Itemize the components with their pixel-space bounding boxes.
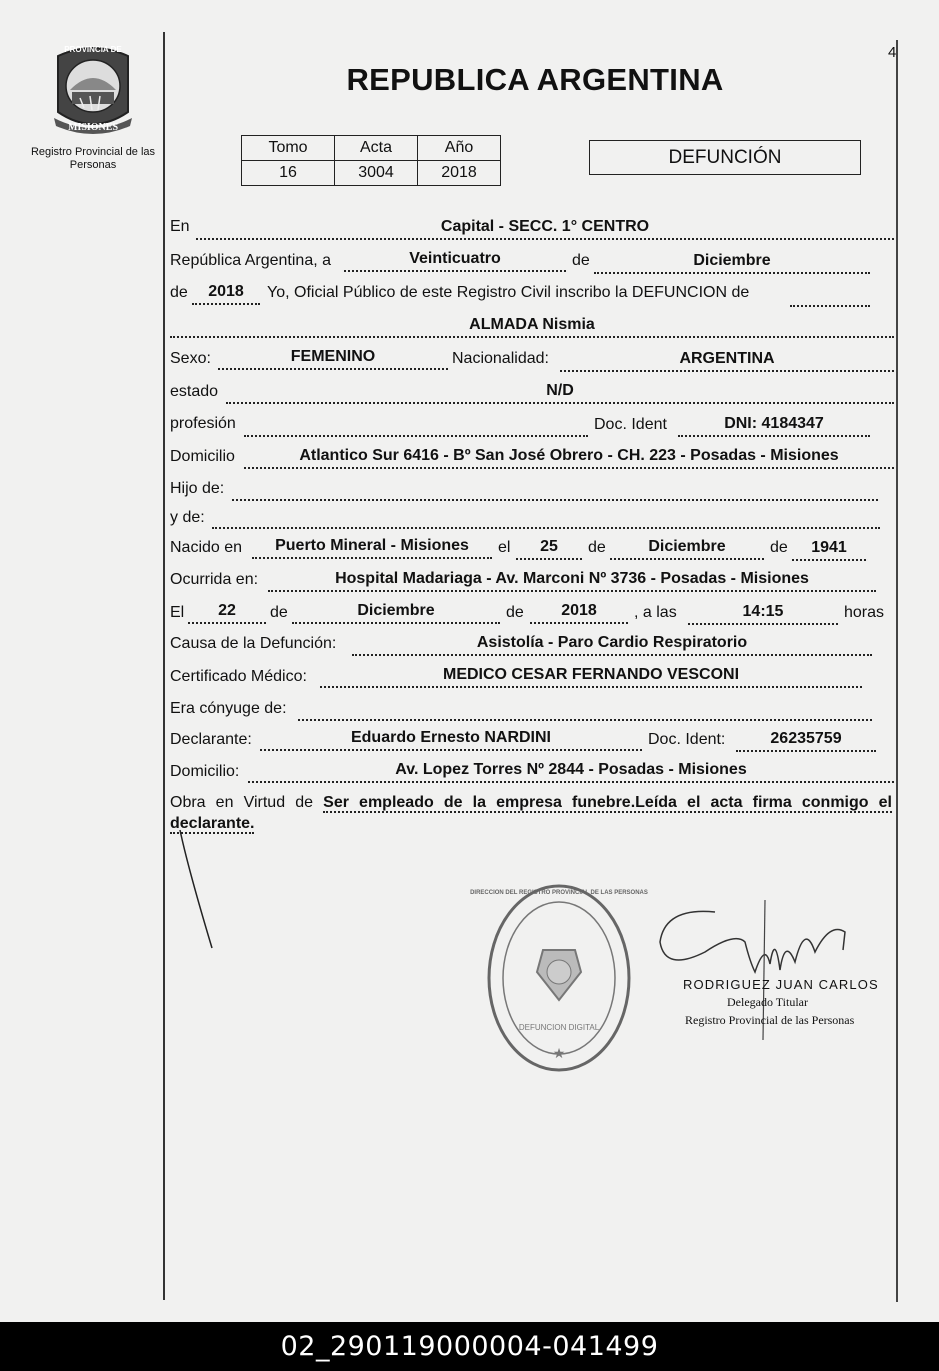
document-title: REPUBLICA ARGENTINA [346,62,724,97]
label-certificado: Certificado Médico: [170,668,307,685]
logo-bottom-text: MISIONES [67,122,119,133]
label-inscribo: Yo, Oficial Público de este Registro Civil inscribo la DEFUNCION de [267,284,750,301]
label-republica: República Argentina, a [170,252,331,269]
label-obra: Obra en Virtud de [170,794,314,811]
field-hijo-de [232,477,878,501]
label-causa: Causa de la Defunción: [170,635,337,652]
field-lugar: Capital - SECC. 1° CENTRO [196,216,894,240]
label-doc-ident-2: Doc. Ident: [648,731,726,748]
footer-code-bar: 02_290119000004-041499 [0,1322,939,1371]
label-el: el [498,539,511,556]
obra-paragraph [170,792,892,834]
right-margin-line [896,40,898,1302]
label-conyuge: Era cónyuge de: [170,700,287,717]
label-hijo-de: Hijo de: [170,480,225,497]
field-nombre: ALMADA Nismia [170,314,894,338]
field-doc-ident: DNI: 4184347 [678,413,870,437]
field-ocurrida-en: Hospital Madariaga - Av. Marconi Nº 3736 - Posadas - Misiones [268,568,876,592]
registry-seal-stamp [470,880,648,1076]
label-domicilio-2: Domicilio: [170,763,240,780]
acta-header: Acta [335,136,418,161]
field-obra: Ser empleado de la empresa funebre.Leída el acta firma conmigo el declarante. [170,794,892,832]
field-causa: Asistolía - Paro Cardio Respiratorio [352,632,872,656]
tomo-header: Tomo [242,136,335,161]
label-de-d: de [506,604,524,621]
label-a-las: , a las [634,604,677,621]
label-de-1: de [572,252,590,269]
signer-name: RODRIGUEZ JUAN CARLOS [683,977,879,992]
page-number: 4 [888,44,897,61]
signer-role: Delegado Titular [727,995,808,1009]
label-el-cap: El [170,604,185,621]
registry-caption: Registro Provincial de las Personas [30,146,156,171]
field-nacido-anio: 1941 [792,537,866,561]
svg-text:★: ★ [552,1045,566,1061]
label-y-de: y de: [170,509,205,526]
seal-outer-text: DIRECCION DEL REGISTRO PROVINCIAL DE LAS PERSONAS [470,890,648,896]
field-declarante-domicilio: Av. Lopez Torres Nº 2844 - Posadas - Misiones [248,759,894,783]
acta-value: 3004 [335,161,418,186]
field-declarante: Eduardo Ernesto NARDINI [260,727,642,751]
label-profesion: profesión [170,415,236,432]
label-nacionalidad: Nacionalidad: [452,350,549,367]
field-inscribo-blank [790,283,870,307]
label-nacido-en: Nacido en [170,539,243,556]
label-de-c: de [270,604,288,621]
cancel-stroke-line [178,828,218,953]
field-nacido-dia: 25 [516,536,582,560]
misiones-coat-of-arms-logo [50,38,136,134]
document-type-box: DEFUNCIÓN [589,140,861,175]
field-declarante-doc: 26235759 [736,728,876,752]
field-anio: 2018 [192,281,260,305]
field-profesion [244,413,588,437]
label-horas: horas [844,604,885,621]
label-de-b: de [770,539,788,556]
field-def-anio: 2018 [530,600,628,624]
left-margin-line [163,32,165,1300]
anio-value: 2018 [418,161,501,186]
field-def-mes: Diciembre [292,600,500,624]
field-conyuge [298,697,872,721]
tomo-value: 16 [242,161,335,186]
anio-header: Año [418,136,501,161]
field-nacido-mes: Diciembre [610,536,764,560]
label-doc-ident: Doc. Ident [594,416,667,433]
field-mes-texto: Diciembre [594,250,870,274]
seal-inner-text: DEFUNCION DIGITAL [518,1023,600,1032]
field-y-de [212,505,880,529]
label-de-2: de [170,284,188,301]
field-def-hora: 14:15 [688,601,838,625]
label-de-a: de [588,539,606,556]
field-dia-texto: Veinticuatro [344,248,566,272]
label-estado: estado [170,383,219,400]
field-def-dia: 22 [188,600,266,624]
signer-office: Registro Provincial de las Personas [685,1013,855,1027]
label-en: En [170,218,190,235]
label-domicilio: Domicilio [170,448,235,465]
field-domicilio: Atlantico Sur 6416 - Bº San José Obrero - CH. 223 - Posadas - Misiones [244,445,894,469]
field-certificado: MEDICO CESAR FERNANDO VESCONI [320,664,862,688]
field-nacido-lugar: Puerto Mineral - Misiones [252,535,492,559]
label-ocurrida-en: Ocurrida en: [170,571,259,588]
field-estado: N/D [226,380,894,404]
label-sexo: Sexo: [170,350,211,367]
register-table [241,135,501,186]
field-sexo: FEMENINO [218,346,448,370]
logo-top-text: PROVINCIA DE [64,45,122,54]
field-nacionalidad: ARGENTINA [560,348,894,372]
label-declarante: Declarante: [170,731,252,748]
